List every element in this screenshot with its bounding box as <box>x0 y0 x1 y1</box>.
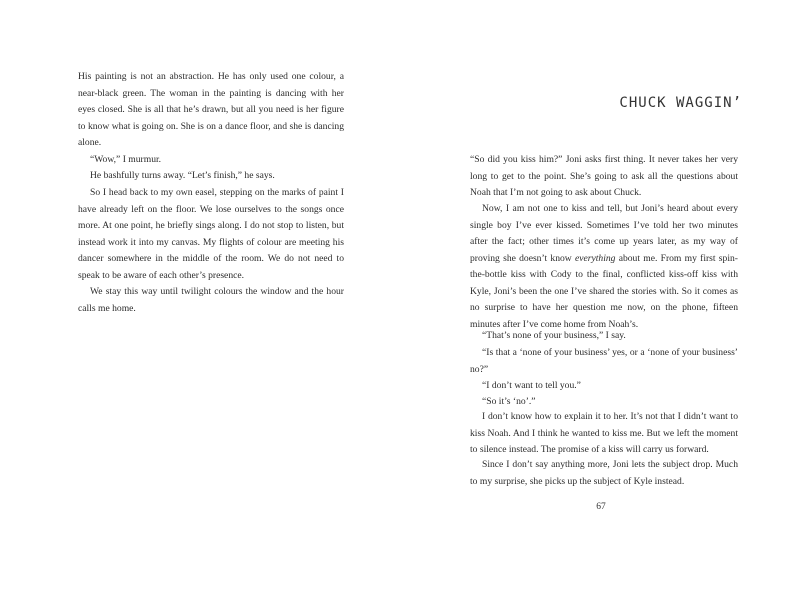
paragraph: “So did you kiss him?” Joni asks first thing. It never takes her very long to get to the point. She’s going to ask all the questions about Noah that I’m not going to ask about Chuck. <box>470 154 738 199</box>
paragraph: “Wow,” I murmur. <box>90 154 162 165</box>
paragraph: Since I don’t say anything more, Joni lets the subject drop. Much to my surprise, she picks up the subject of Kyle instead. <box>470 459 738 487</box>
paragraph: “That’s none of your business,” I say. <box>482 330 626 341</box>
paragraph: We stay this way until twilight colours the window and the hour calls me home. <box>78 286 344 314</box>
paragraph: “Is that a ‘none of your business’ yes, or a ‘none of your business’ no?” <box>470 347 738 375</box>
paragraph-text: about me. From my first spin-the-bottle kiss with Cody to the final, conflicted kiss-off kiss with Kyle, Joni’s been the one I’ve shared the stories with. So it comes as no surprise to have her question me now, on the phone, fifteen minutes after I’ve come home from Noah’s. <box>470 252 738 330</box>
paragraph: “So it’s ‘no’.” <box>482 396 536 407</box>
page-number: 67 <box>596 502 606 512</box>
paragraph: So I head back to my own easel, stepping on the marks of paint I have already left on the floor. We lose ourselves to the songs once more. At one point, he briefly sings along. I do not stop to listen, but instead work it into my canvas. My flights of colour are meeting his dancer somewhere in the middle of the room. We do not need to speak to be aware of each other’s presence. <box>78 187 344 281</box>
paragraph: His painting is not an abstraction. He has only used one colour, a near-black green. The woman in the painting is dancing with her eyes closed. She is all that he’s drawn, but all you need is her figure to know what is going on. She is on a dance floor, and she is dancing alone. <box>78 71 344 149</box>
paragraph: He bashfully turns away. “Let’s finish,” he says. <box>90 170 275 181</box>
paragraph: “I don’t want to tell you.” <box>482 380 581 391</box>
chapter-title: CHUCK WAGGIN’ <box>619 95 742 111</box>
paragraph <box>470 201 738 333</box>
emphasis-text: everything <box>574 252 616 264</box>
paragraph: I don’t know how to explain it to her. It’s not that I didn’t want to kiss Noah. And I think he wanted to kiss me. But we left the moment to silence instead. The promise of a kiss will carry us forward. <box>470 411 738 456</box>
paragraph-text: Now, I am not one to kiss and tell, but Joni’s heard about every single boy I’ve ever kissed. Sometimes I’ve told her two minutes after the fact; other times it’s come up years later, as my way of proving she doesn’t know <box>470 203 738 264</box>
right-page <box>400 0 800 589</box>
